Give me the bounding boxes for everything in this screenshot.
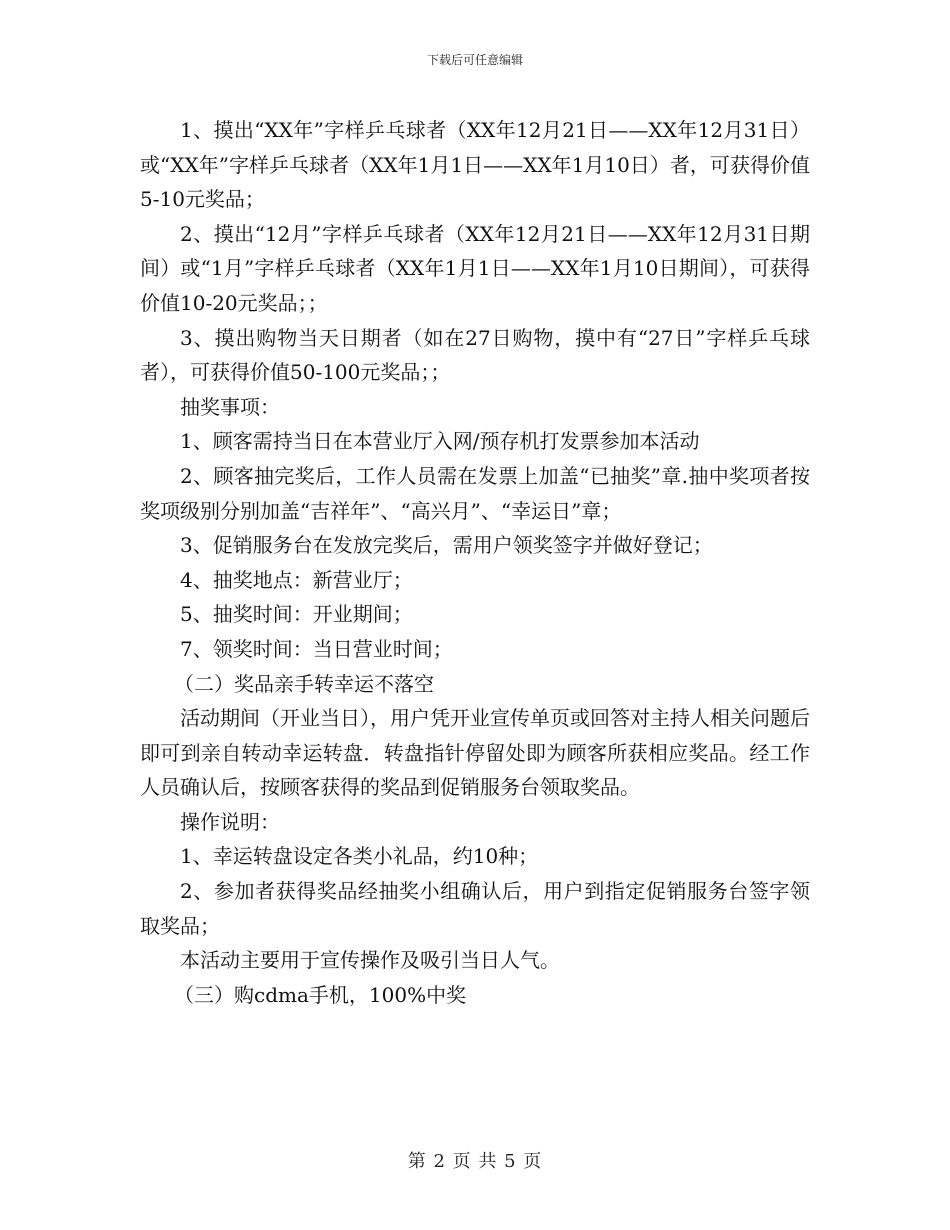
page-number: 第 2 页 共 5 页 <box>407 1151 543 1172</box>
document-body <box>140 113 810 1012</box>
paragraph: 4、抽奖地点：新营业厅； <box>180 567 413 592</box>
paragraph: 5、抽奖时间：开业期间； <box>180 602 413 627</box>
paragraph: 本活动主要用于宣传操作及吸引当日人气。 <box>180 948 560 973</box>
paragraph: 2、顾客抽完奖后，工作人员需在发票上加盖“已抽奖”章.抽中奖项者按奖项级别分别加盖“吉祥年”、“高兴月”、“幸运日”章； <box>140 463 810 523</box>
paragraph: 活动期间（开业当日），用户凭开业宣传单页或回答对主持人相关问题后即可到亲自转动幸运转盘．转盘指针停留处即为顾客所获相应奖品。经工作人员确认后，按顾客获得的奖品到促销服务台领取奖品。 <box>140 706 810 800</box>
paragraph: 2、参加者获得奖品经抽奖小组确认后，用户到指定促销服务台签字领取奖品； <box>140 879 810 938</box>
paragraph: 7、领奖时间：当日营业时间； <box>180 636 453 661</box>
section-heading: （二）奖品亲手转幸运不落空 <box>174 671 434 696</box>
paragraph: 3、摸出购物当天日期者（如在27日购物，摸中有“27日”字样乒乓球者），可获得价值50-100元奖品；； <box>140 325 810 385</box>
page-header: 下载后可任意编辑 <box>426 53 523 67</box>
paragraph: 1、顾客需持当日在本营业厅入网/预存机打发票参加本活动 <box>180 429 700 454</box>
paragraph: 1、幸运转盘设定各类小礼品，约10种； <box>180 844 539 869</box>
paragraph: 2、摸出“12月”字样乒乓球者（XX年12月21日——XX年12月31日期间）或“1月”字样乒乓球者（XX年1月1日——XX年1月10日期间），可获得价值10-20元奖品；； <box>140 221 810 315</box>
paragraph: 3、促销服务台在发放完奖后，需用户领奖签字并做好登记； <box>180 533 713 558</box>
section-heading: 操作说明： <box>180 809 280 834</box>
paragraph: 1、摸出“XX年”字样乒乓球者（XX年12月21日——XX年12月31日）或“XX年”字样乒乓球者（XX年1月1日——XX年1月10日）者，可获得价值5-10元奖品； <box>140 118 810 212</box>
section-heading: 抽奖事项： <box>180 394 280 419</box>
section-heading: （三）购cdma手机，100%中奖 <box>174 982 467 1007</box>
